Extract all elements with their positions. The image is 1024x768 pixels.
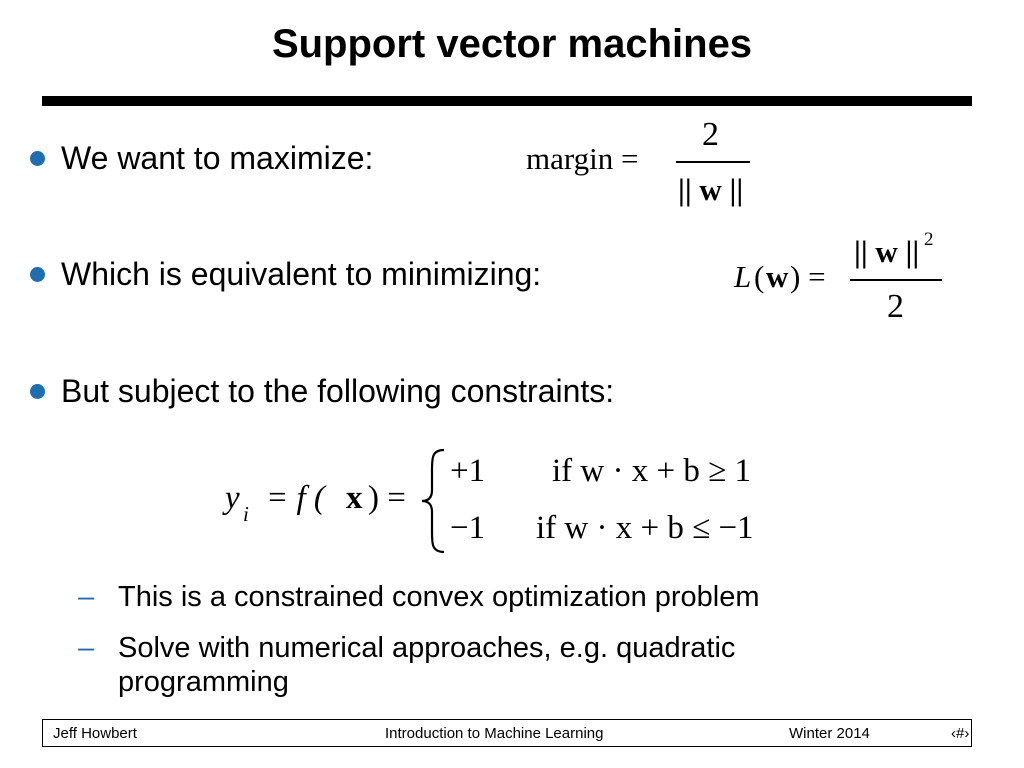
- constraint-lhs-x: x: [346, 480, 363, 516]
- case2-value: −1: [450, 510, 486, 546]
- loss-denominator: 2: [887, 288, 904, 325]
- case1-value: +1: [450, 453, 486, 489]
- loss-lhs-L: L: [734, 259, 752, 294]
- footer-course: Introduction to Machine Learning: [385, 725, 604, 742]
- dash-icon: –: [78, 581, 95, 613]
- margin-lhs: margin =: [526, 141, 639, 176]
- bullet-dot-icon: [30, 151, 45, 166]
- sub-bullet-solve: [78, 631, 898, 699]
- constraint-lhs-y: y: [225, 480, 240, 516]
- footer-page-number: ‹#›: [951, 725, 970, 742]
- sub-bullet-convex: [78, 580, 760, 614]
- title-divider: [42, 96, 972, 106]
- dash-icon: –: [78, 632, 95, 664]
- footer-term: Winter 2014: [789, 725, 870, 742]
- loss-lhs-open: (: [754, 259, 765, 294]
- margin-fraction-line: [676, 161, 750, 163]
- bullet-text: We want to maximize:: [61, 140, 374, 176]
- bullet-constraints: [30, 373, 614, 409]
- loss-lhs-close: ) =: [790, 259, 826, 294]
- footer-author: Jeff Howbert: [53, 725, 137, 742]
- constraint-lhs-end: ) =: [368, 480, 406, 516]
- slide-title: Support vector machines: [271, 22, 753, 66]
- margin-numerator: 2: [702, 116, 719, 153]
- constraint-lhs-subscript: i: [243, 502, 249, 526]
- case1-condition: if w · x + b ≥ 1: [552, 453, 751, 489]
- constraint-lhs-mid: = f (: [266, 480, 325, 516]
- loss-numerator-exponent: 2: [924, 229, 934, 250]
- loss-fraction-line: [850, 279, 942, 281]
- margin-denominator: || w ||: [678, 172, 744, 207]
- left-brace-icon: [420, 448, 448, 554]
- bullet-dot-icon: [30, 267, 45, 282]
- sub-bullet-text: This is a constrained convex optimization problem: [118, 581, 760, 613]
- loss-lhs-w: w: [766, 259, 789, 294]
- bullet-dot-icon: [30, 384, 45, 399]
- bullet-maximize: [30, 140, 373, 176]
- case2-condition: if w · x + b ≤ −1: [536, 510, 754, 546]
- bullet-text: But subject to the following constraints:: [61, 373, 615, 409]
- bullet-minimize: [30, 256, 541, 292]
- slide-footer: [42, 719, 972, 747]
- bullet-text: Which is equivalent to minimizing:: [61, 256, 542, 292]
- sub-bullet-text: Solve with numerical approaches, e.g. quadratic programming: [118, 632, 736, 698]
- loss-numerator: || w ||: [854, 234, 920, 269]
